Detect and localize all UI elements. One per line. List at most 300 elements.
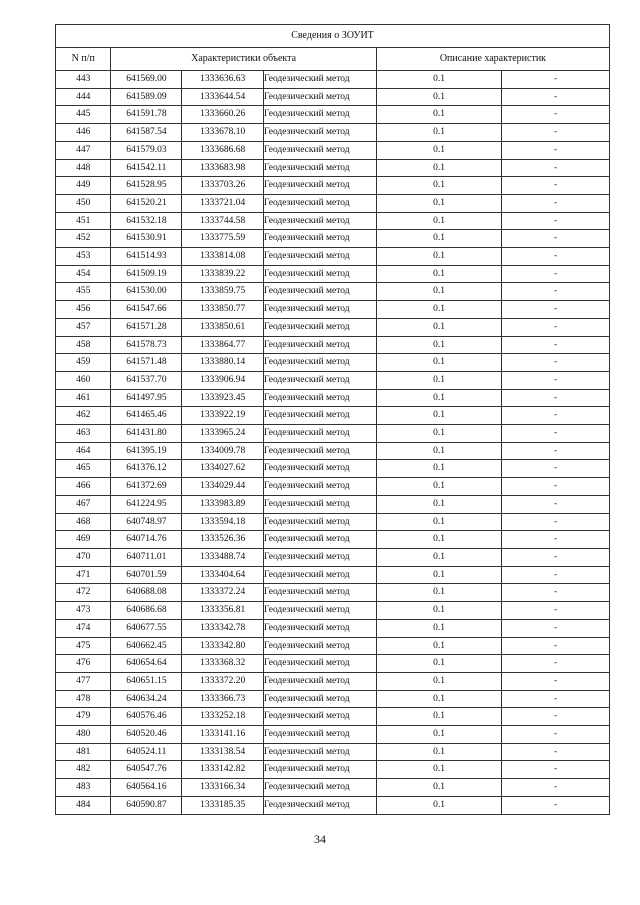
table-row bbox=[56, 177, 610, 195]
description-cell: - bbox=[502, 159, 610, 177]
table-row bbox=[56, 248, 610, 266]
table-row bbox=[56, 71, 610, 89]
description-cell: - bbox=[502, 248, 610, 266]
method-cell: Геодезический метод bbox=[263, 425, 376, 443]
method-cell: Геодезический метод bbox=[263, 354, 376, 372]
point-number-cell: 449 bbox=[56, 177, 111, 195]
description-cell: - bbox=[502, 478, 610, 496]
description-cell: - bbox=[502, 566, 610, 584]
accuracy-cell: 0.1 bbox=[376, 566, 501, 584]
coord-y-cell: 1333644.54 bbox=[182, 88, 264, 106]
table-row bbox=[56, 743, 610, 761]
coord-x-cell: 641530.00 bbox=[111, 283, 182, 301]
coord-y-cell: 1333366.73 bbox=[182, 690, 264, 708]
point-number-cell: 459 bbox=[56, 354, 111, 372]
coord-y-cell: 1334009.78 bbox=[182, 442, 264, 460]
accuracy-cell: 0.1 bbox=[376, 371, 501, 389]
description-cell: - bbox=[502, 460, 610, 478]
table-row bbox=[56, 230, 610, 248]
accuracy-cell: 0.1 bbox=[376, 141, 501, 159]
table-row bbox=[56, 336, 610, 354]
coord-y-cell: 1333814.08 bbox=[182, 248, 264, 266]
method-cell: Геодезический метод bbox=[263, 602, 376, 620]
point-number-cell: 453 bbox=[56, 248, 111, 266]
description-cell: - bbox=[502, 336, 610, 354]
point-number-cell: 464 bbox=[56, 442, 111, 460]
table-row bbox=[56, 141, 610, 159]
coord-x-cell: 641537.70 bbox=[111, 371, 182, 389]
point-number-cell: 483 bbox=[56, 779, 111, 797]
description-cell: - bbox=[502, 371, 610, 389]
coord-y-cell: 1333850.61 bbox=[182, 318, 264, 336]
method-cell: Геодезический метод bbox=[263, 442, 376, 460]
table-row bbox=[56, 389, 610, 407]
table-row bbox=[56, 726, 610, 744]
coord-y-cell: 1333660.26 bbox=[182, 106, 264, 124]
point-number-cell: 452 bbox=[56, 230, 111, 248]
accuracy-cell: 0.1 bbox=[376, 159, 501, 177]
table-row bbox=[56, 779, 610, 797]
method-cell: Геодезический метод bbox=[263, 584, 376, 602]
description-cell: - bbox=[502, 743, 610, 761]
point-number-cell: 479 bbox=[56, 708, 111, 726]
method-cell: Геодезический метод bbox=[263, 141, 376, 159]
point-number-cell: 484 bbox=[56, 796, 111, 814]
table-row bbox=[56, 619, 610, 637]
description-cell: - bbox=[502, 212, 610, 230]
point-number-cell: 462 bbox=[56, 407, 111, 425]
description-cell: - bbox=[502, 619, 610, 637]
method-cell: Геодезический метод bbox=[263, 124, 376, 142]
point-number-cell: 478 bbox=[56, 690, 111, 708]
accuracy-cell: 0.1 bbox=[376, 318, 501, 336]
coord-y-cell: 1333372.24 bbox=[182, 584, 264, 602]
table-row bbox=[56, 796, 610, 814]
coord-y-cell: 1333372.20 bbox=[182, 672, 264, 690]
coord-x-cell: 640651.15 bbox=[111, 672, 182, 690]
point-number-cell: 476 bbox=[56, 655, 111, 673]
point-number-cell: 457 bbox=[56, 318, 111, 336]
coord-x-cell: 641224.95 bbox=[111, 495, 182, 513]
coord-y-cell: 1333686.68 bbox=[182, 141, 264, 159]
description-cell: - bbox=[502, 672, 610, 690]
table-header-row bbox=[56, 48, 610, 71]
description-cell: - bbox=[502, 779, 610, 797]
accuracy-cell: 0.1 bbox=[376, 708, 501, 726]
description-cell: - bbox=[502, 531, 610, 549]
accuracy-cell: 0.1 bbox=[376, 548, 501, 566]
method-cell: Геодезический метод bbox=[263, 708, 376, 726]
method-cell: Геодезический метод bbox=[263, 796, 376, 814]
table-row bbox=[56, 478, 610, 496]
method-cell: Геодезический метод bbox=[263, 106, 376, 124]
point-number-cell: 473 bbox=[56, 602, 111, 620]
coord-x-cell: 640634.24 bbox=[111, 690, 182, 708]
coord-x-cell: 641542.11 bbox=[111, 159, 182, 177]
method-cell: Геодезический метод bbox=[263, 283, 376, 301]
coord-x-cell: 640677.55 bbox=[111, 619, 182, 637]
description-cell: - bbox=[502, 425, 610, 443]
coord-y-cell: 1333850.77 bbox=[182, 301, 264, 319]
description-cell: - bbox=[502, 602, 610, 620]
coord-x-cell: 641571.48 bbox=[111, 354, 182, 372]
accuracy-cell: 0.1 bbox=[376, 124, 501, 142]
method-cell: Геодезический метод bbox=[263, 71, 376, 89]
description-cell: - bbox=[502, 301, 610, 319]
coord-y-cell: 1333142.82 bbox=[182, 761, 264, 779]
coord-y-cell: 1333526.36 bbox=[182, 531, 264, 549]
coord-y-cell: 1333594.18 bbox=[182, 513, 264, 531]
coord-y-cell: 1333636.63 bbox=[182, 71, 264, 89]
accuracy-cell: 0.1 bbox=[376, 602, 501, 620]
point-number-cell: 482 bbox=[56, 761, 111, 779]
accuracy-cell: 0.1 bbox=[376, 177, 501, 195]
point-number-cell: 480 bbox=[56, 726, 111, 744]
coord-x-cell: 640701.59 bbox=[111, 566, 182, 584]
method-cell: Геодезический метод bbox=[263, 301, 376, 319]
method-cell: Геодезический метод bbox=[263, 690, 376, 708]
accuracy-cell: 0.1 bbox=[376, 230, 501, 248]
description-cell: - bbox=[502, 177, 610, 195]
point-number-cell: 461 bbox=[56, 389, 111, 407]
table-row bbox=[56, 159, 610, 177]
accuracy-cell: 0.1 bbox=[376, 336, 501, 354]
table-row bbox=[56, 495, 610, 513]
header-description: Описание характеристик bbox=[376, 48, 609, 71]
table-row bbox=[56, 318, 610, 336]
point-number-cell: 481 bbox=[56, 743, 111, 761]
coord-x-cell: 641532.18 bbox=[111, 212, 182, 230]
table-row bbox=[56, 566, 610, 584]
point-number-cell: 471 bbox=[56, 566, 111, 584]
table-row bbox=[56, 283, 610, 301]
coord-y-cell: 1333683.98 bbox=[182, 159, 264, 177]
table-row bbox=[56, 637, 610, 655]
coord-y-cell: 1333342.78 bbox=[182, 619, 264, 637]
header-num: N п/п bbox=[56, 48, 111, 71]
table-row bbox=[56, 460, 610, 478]
table-title-row bbox=[56, 25, 610, 48]
method-cell: Геодезический метод bbox=[263, 478, 376, 496]
description-cell: - bbox=[502, 318, 610, 336]
point-number-cell: 466 bbox=[56, 478, 111, 496]
coord-x-cell: 640662.45 bbox=[111, 637, 182, 655]
coord-y-cell: 1333342.80 bbox=[182, 637, 264, 655]
coord-y-cell: 1333488.74 bbox=[182, 548, 264, 566]
coord-x-cell: 641569.00 bbox=[111, 71, 182, 89]
coord-y-cell: 1334027.62 bbox=[182, 460, 264, 478]
accuracy-cell: 0.1 bbox=[376, 248, 501, 266]
accuracy-cell: 0.1 bbox=[376, 354, 501, 372]
description-cell: - bbox=[502, 584, 610, 602]
coord-x-cell: 641509.19 bbox=[111, 265, 182, 283]
accuracy-cell: 0.1 bbox=[376, 106, 501, 124]
accuracy-cell: 0.1 bbox=[376, 637, 501, 655]
coord-y-cell: 1333185.35 bbox=[182, 796, 264, 814]
coord-x-cell: 641591.78 bbox=[111, 106, 182, 124]
point-number-cell: 468 bbox=[56, 513, 111, 531]
coord-y-cell: 1333839.22 bbox=[182, 265, 264, 283]
coord-x-cell: 640564.16 bbox=[111, 779, 182, 797]
description-cell: - bbox=[502, 442, 610, 460]
method-cell: Геодезический метод bbox=[263, 318, 376, 336]
coord-y-cell: 1333923.45 bbox=[182, 389, 264, 407]
table-row bbox=[56, 655, 610, 673]
coord-y-cell: 1333880.14 bbox=[182, 354, 264, 372]
accuracy-cell: 0.1 bbox=[376, 88, 501, 106]
coord-x-cell: 641497.95 bbox=[111, 389, 182, 407]
description-cell: - bbox=[502, 690, 610, 708]
description-cell: - bbox=[502, 124, 610, 142]
coord-y-cell: 1333141.16 bbox=[182, 726, 264, 744]
point-number-cell: 455 bbox=[56, 283, 111, 301]
table-row bbox=[56, 761, 610, 779]
point-number-cell: 467 bbox=[56, 495, 111, 513]
table-title: Сведения о ЗОУИТ bbox=[56, 25, 610, 48]
coord-y-cell: 1333922.19 bbox=[182, 407, 264, 425]
description-cell: - bbox=[502, 513, 610, 531]
method-cell: Геодезический метод bbox=[263, 726, 376, 744]
coord-y-cell: 1333166.34 bbox=[182, 779, 264, 797]
method-cell: Геодезический метод bbox=[263, 230, 376, 248]
coord-y-cell: 1333965.24 bbox=[182, 425, 264, 443]
table-row bbox=[56, 708, 610, 726]
method-cell: Геодезический метод bbox=[263, 743, 376, 761]
coord-x-cell: 640576.46 bbox=[111, 708, 182, 726]
coord-x-cell: 640688.08 bbox=[111, 584, 182, 602]
coord-x-cell: 640547.76 bbox=[111, 761, 182, 779]
method-cell: Геодезический метод bbox=[263, 177, 376, 195]
table-row bbox=[56, 602, 610, 620]
coord-y-cell: 1333368.32 bbox=[182, 655, 264, 673]
method-cell: Геодезический метод bbox=[263, 513, 376, 531]
accuracy-cell: 0.1 bbox=[376, 301, 501, 319]
description-cell: - bbox=[502, 407, 610, 425]
page-number: 34 bbox=[314, 832, 326, 846]
accuracy-cell: 0.1 bbox=[376, 619, 501, 637]
coord-y-cell: 1333983.89 bbox=[182, 495, 264, 513]
method-cell: Геодезический метод bbox=[263, 761, 376, 779]
coord-x-cell: 640520.46 bbox=[111, 726, 182, 744]
accuracy-cell: 0.1 bbox=[376, 212, 501, 230]
method-cell: Геодезический метод bbox=[263, 88, 376, 106]
coord-y-cell: 1333138.54 bbox=[182, 743, 264, 761]
description-cell: - bbox=[502, 796, 610, 814]
table-row bbox=[56, 106, 610, 124]
accuracy-cell: 0.1 bbox=[376, 283, 501, 301]
coord-y-cell: 1333721.04 bbox=[182, 194, 264, 212]
description-cell: - bbox=[502, 265, 610, 283]
accuracy-cell: 0.1 bbox=[376, 513, 501, 531]
method-cell: Геодезический метод bbox=[263, 531, 376, 549]
description-cell: - bbox=[502, 283, 610, 301]
coord-x-cell: 640714.76 bbox=[111, 531, 182, 549]
point-number-cell: 445 bbox=[56, 106, 111, 124]
coord-x-cell: 640748.97 bbox=[111, 513, 182, 531]
accuracy-cell: 0.1 bbox=[376, 743, 501, 761]
description-cell: - bbox=[502, 71, 610, 89]
accuracy-cell: 0.1 bbox=[376, 531, 501, 549]
point-number-cell: 474 bbox=[56, 619, 111, 637]
table-row bbox=[56, 513, 610, 531]
accuracy-cell: 0.1 bbox=[376, 495, 501, 513]
point-number-cell: 456 bbox=[56, 301, 111, 319]
point-number-cell: 470 bbox=[56, 548, 111, 566]
coord-y-cell: 1333864.77 bbox=[182, 336, 264, 354]
point-number-cell: 465 bbox=[56, 460, 111, 478]
coord-x-cell: 641578.73 bbox=[111, 336, 182, 354]
description-cell: - bbox=[502, 194, 610, 212]
point-number-cell: 458 bbox=[56, 336, 111, 354]
coord-y-cell: 1333703.26 bbox=[182, 177, 264, 195]
point-number-cell: 472 bbox=[56, 584, 111, 602]
accuracy-cell: 0.1 bbox=[376, 194, 501, 212]
method-cell: Геодезический метод bbox=[263, 407, 376, 425]
coord-y-cell: 1333252.18 bbox=[182, 708, 264, 726]
coord-x-cell: 640711.01 bbox=[111, 548, 182, 566]
description-cell: - bbox=[502, 495, 610, 513]
point-number-cell: 477 bbox=[56, 672, 111, 690]
method-cell: Геодезический метод bbox=[263, 637, 376, 655]
table-row bbox=[56, 425, 610, 443]
point-number-cell: 443 bbox=[56, 71, 111, 89]
point-number-cell: 463 bbox=[56, 425, 111, 443]
coord-x-cell: 641579.03 bbox=[111, 141, 182, 159]
method-cell: Геодезический метод bbox=[263, 248, 376, 266]
coord-y-cell: 1333356.81 bbox=[182, 602, 264, 620]
coord-x-cell: 640686.68 bbox=[111, 602, 182, 620]
description-cell: - bbox=[502, 88, 610, 106]
method-cell: Геодезический метод bbox=[263, 194, 376, 212]
table-row bbox=[56, 354, 610, 372]
accuracy-cell: 0.1 bbox=[376, 407, 501, 425]
method-cell: Геодезический метод bbox=[263, 389, 376, 407]
method-cell: Геодезический метод bbox=[263, 212, 376, 230]
coord-x-cell: 641431.80 bbox=[111, 425, 182, 443]
description-cell: - bbox=[502, 548, 610, 566]
method-cell: Геодезический метод bbox=[263, 371, 376, 389]
point-number-cell: 450 bbox=[56, 194, 111, 212]
accuracy-cell: 0.1 bbox=[376, 71, 501, 89]
accuracy-cell: 0.1 bbox=[376, 672, 501, 690]
method-cell: Геодезический метод bbox=[263, 159, 376, 177]
point-number-cell: 447 bbox=[56, 141, 111, 159]
accuracy-cell: 0.1 bbox=[376, 796, 501, 814]
coord-y-cell: 1333678.10 bbox=[182, 124, 264, 142]
table-row bbox=[56, 407, 610, 425]
accuracy-cell: 0.1 bbox=[376, 425, 501, 443]
description-cell: - bbox=[502, 354, 610, 372]
coord-x-cell: 640590.87 bbox=[111, 796, 182, 814]
method-cell: Геодезический метод bbox=[263, 265, 376, 283]
coord-x-cell: 641547.66 bbox=[111, 301, 182, 319]
accuracy-cell: 0.1 bbox=[376, 265, 501, 283]
point-number-cell: 444 bbox=[56, 88, 111, 106]
coord-x-cell: 641376.12 bbox=[111, 460, 182, 478]
accuracy-cell: 0.1 bbox=[376, 655, 501, 673]
table-row bbox=[56, 265, 610, 283]
description-cell: - bbox=[502, 761, 610, 779]
accuracy-cell: 0.1 bbox=[376, 389, 501, 407]
zouit-table bbox=[55, 24, 610, 815]
accuracy-cell: 0.1 bbox=[376, 690, 501, 708]
point-number-cell: 451 bbox=[56, 212, 111, 230]
table-row bbox=[56, 371, 610, 389]
method-cell: Геодезический метод bbox=[263, 779, 376, 797]
coord-x-cell: 641530.91 bbox=[111, 230, 182, 248]
table-row bbox=[56, 88, 610, 106]
coord-x-cell: 640654.64 bbox=[111, 655, 182, 673]
point-number-cell: 448 bbox=[56, 159, 111, 177]
description-cell: - bbox=[502, 389, 610, 407]
method-cell: Геодезический метод bbox=[263, 460, 376, 478]
table-row bbox=[56, 672, 610, 690]
coord-x-cell: 641587.54 bbox=[111, 124, 182, 142]
table-row bbox=[56, 301, 610, 319]
table-row bbox=[56, 548, 610, 566]
coord-y-cell: 1333906.94 bbox=[182, 371, 264, 389]
point-number-cell: 475 bbox=[56, 637, 111, 655]
accuracy-cell: 0.1 bbox=[376, 478, 501, 496]
point-number-cell: 469 bbox=[56, 531, 111, 549]
coord-y-cell: 1334029.44 bbox=[182, 478, 264, 496]
coord-y-cell: 1333744.58 bbox=[182, 212, 264, 230]
coord-x-cell: 641514.93 bbox=[111, 248, 182, 266]
table-row bbox=[56, 690, 610, 708]
description-cell: - bbox=[502, 141, 610, 159]
method-cell: Геодезический метод bbox=[263, 336, 376, 354]
coord-x-cell: 641571.28 bbox=[111, 318, 182, 336]
description-cell: - bbox=[502, 106, 610, 124]
coord-x-cell: 641589.09 bbox=[111, 88, 182, 106]
coord-y-cell: 1333775.59 bbox=[182, 230, 264, 248]
header-characteristics: Характеристики объекта bbox=[111, 48, 376, 71]
accuracy-cell: 0.1 bbox=[376, 584, 501, 602]
coord-x-cell: 641395.19 bbox=[111, 442, 182, 460]
table-row bbox=[56, 194, 610, 212]
accuracy-cell: 0.1 bbox=[376, 726, 501, 744]
description-cell: - bbox=[502, 230, 610, 248]
coord-y-cell: 1333404.64 bbox=[182, 566, 264, 584]
table-row bbox=[56, 584, 610, 602]
point-number-cell: 454 bbox=[56, 265, 111, 283]
method-cell: Геодезический метод bbox=[263, 655, 376, 673]
method-cell: Геодезический метод bbox=[263, 566, 376, 584]
method-cell: Геодезический метод bbox=[263, 619, 376, 637]
table-row bbox=[56, 531, 610, 549]
accuracy-cell: 0.1 bbox=[376, 460, 501, 478]
accuracy-cell: 0.1 bbox=[376, 779, 501, 797]
description-cell: - bbox=[502, 726, 610, 744]
description-cell: - bbox=[502, 655, 610, 673]
table-row bbox=[56, 442, 610, 460]
table-row bbox=[56, 212, 610, 230]
point-number-cell: 446 bbox=[56, 124, 111, 142]
table-row bbox=[56, 124, 610, 142]
method-cell: Геодезический метод bbox=[263, 548, 376, 566]
coord-y-cell: 1333859.75 bbox=[182, 283, 264, 301]
coord-x-cell: 641528.95 bbox=[111, 177, 182, 195]
description-cell: - bbox=[502, 637, 610, 655]
method-cell: Геодезический метод bbox=[263, 495, 376, 513]
coord-x-cell: 640524.11 bbox=[111, 743, 182, 761]
coord-x-cell: 641520.21 bbox=[111, 194, 182, 212]
coord-x-cell: 641372.69 bbox=[111, 478, 182, 496]
accuracy-cell: 0.1 bbox=[376, 761, 501, 779]
coord-x-cell: 641465.46 bbox=[111, 407, 182, 425]
description-cell: - bbox=[502, 708, 610, 726]
accuracy-cell: 0.1 bbox=[376, 442, 501, 460]
